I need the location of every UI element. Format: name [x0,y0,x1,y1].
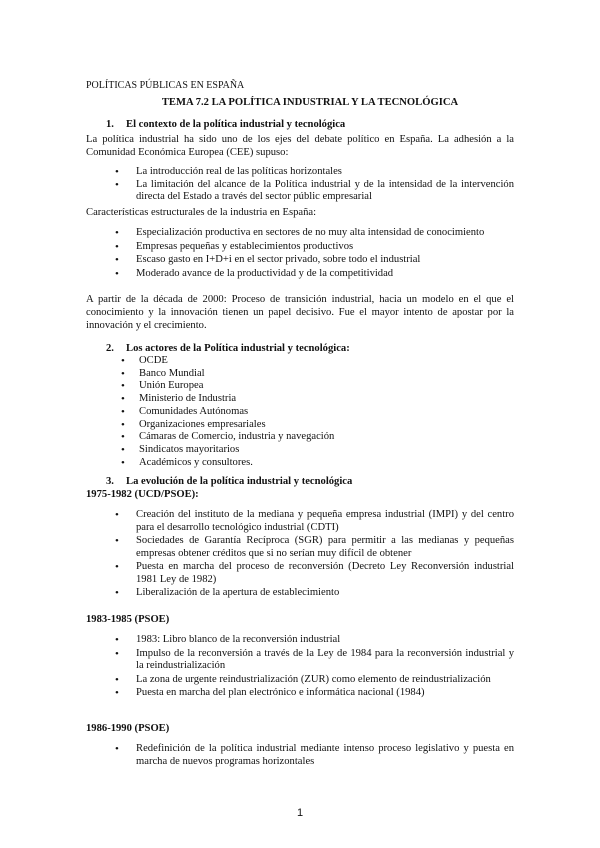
list-item: • Ministerio de Industria [121,393,481,406]
section-1-intro: La política industrial ha sido uno de los ejes del debate político en España. La adhesión a la Comunidad Económica Europea (CEE) supuso: [86,134,514,158]
list-item: • Empresas pequeñas y establecimientos productivos [106,241,514,254]
list-item: • Especialización productiva en sectores de no muy alta intensidad de conocimiento [106,227,514,240]
section-2-number: 2. [106,343,114,354]
list-item: • Sociedades de Garantía Recíproca (SGR) para permitir a las medianas y pequeñas empresas obtener créditos que si no serían muy difícil de obtener [106,535,514,560]
section-1-number: 1. [106,119,114,130]
section-3-number: 3. [106,476,114,487]
list-item: • Liberalización de la apertura de establecimiento [106,587,514,600]
list-item: • Banco Mundial [121,368,481,381]
document-header: POLÍTICAS PÚBLICAS EN ESPAÑA [86,80,245,91]
section-3-heading-text: La evolución de la política industrial y tecnológica [126,476,353,487]
period-1983-1985-list [106,634,514,701]
period-1986-1990-list [106,743,514,769]
section-1-heading-text: El contexto de la política industrial y tecnológica [126,119,346,130]
list-item: • La zona de urgente reindustrialización (ZUR) como elemento de reindustrialización [106,674,514,687]
list-item: • Cámaras de Comercio, industria y navegación [121,431,481,444]
period-1983-1985-heading: 1983-1985 (PSOE) [86,614,170,625]
section-3-heading [106,476,352,487]
period-1975-1982-list [106,509,514,601]
list-item: • Impulso de la reconversión a través de la Ley de 1984 para la reconversión industrial y la reindustrialización [106,648,514,673]
list-item: • Académicos y consultores. [121,457,481,470]
characteristics-list [106,227,514,281]
list-item: • Sindicatos mayoritarios [121,444,481,457]
section-1-bullets [106,166,514,204]
period-1975-1982-heading: 1975-1982 (UCD/PSOE): [86,489,199,500]
list-item: • La limitación del alcance de la Política industrial y de la intensidad de la intervención directa del Estado a través del sector públic empresarial [106,179,514,204]
period-1986-1990-heading: 1986-1990 (PSOE) [86,723,170,734]
list-item: • 1983: Libro blanco de la reconversión industrial [106,634,514,647]
section-1-closing: A partir de la década de 2000: Proceso de transición industrial, hacia un modelo en el que el conocimiento y la innovación tienen un papel decisivo. Fue el mayor intento de apostar por la innovación y el crecimiento. [86,294,514,331]
list-item: • Comunidades Autónomas [121,406,481,419]
page-title: TEMA 7.2 LA POLÍTICA INDUSTRIAL Y LA TECNOLÓGICA [161,97,459,108]
list-item: • Redefinición de la política industrial mediante intenso proceso legislativo y puesta en marcha de nuevos programas horizontales [106,743,514,768]
section-2-heading [106,343,350,354]
list-item: • La introducción real de las políticas horizontales [106,166,514,179]
characteristics-intro: Características estructurales de la industria en España: [86,207,317,218]
actors-list [121,355,481,469]
section-1-heading [106,119,345,130]
list-item: • Escaso gasto en I+D+i en el sector privado, sobre todo el industrial [106,254,514,267]
section-2-heading-text: Los actores de la Política industrial y tecnológica: [126,343,350,354]
list-item: • Puesta en marcha del proceso de reconversión (Decreto Ley Reconversión industrial 1981 Ley de 1982) [106,561,514,586]
page-number: 1 [296,807,304,819]
list-item: • Creación del instituto de la mediana y pequeña empresa industrial (IMPI) y del centro para el desarrollo tecnológico industrial (CDTI) [106,509,514,534]
list-item: • Moderado avance de la productividad y de la competitividad [106,268,514,281]
list-item: • Organizaciones empresariales [121,419,481,432]
list-item: • Unión Europea [121,380,481,393]
list-item: • OCDE [121,355,481,368]
list-item: • Puesta en marcha del plan electrónico e informática nacional (1984) [106,687,514,700]
